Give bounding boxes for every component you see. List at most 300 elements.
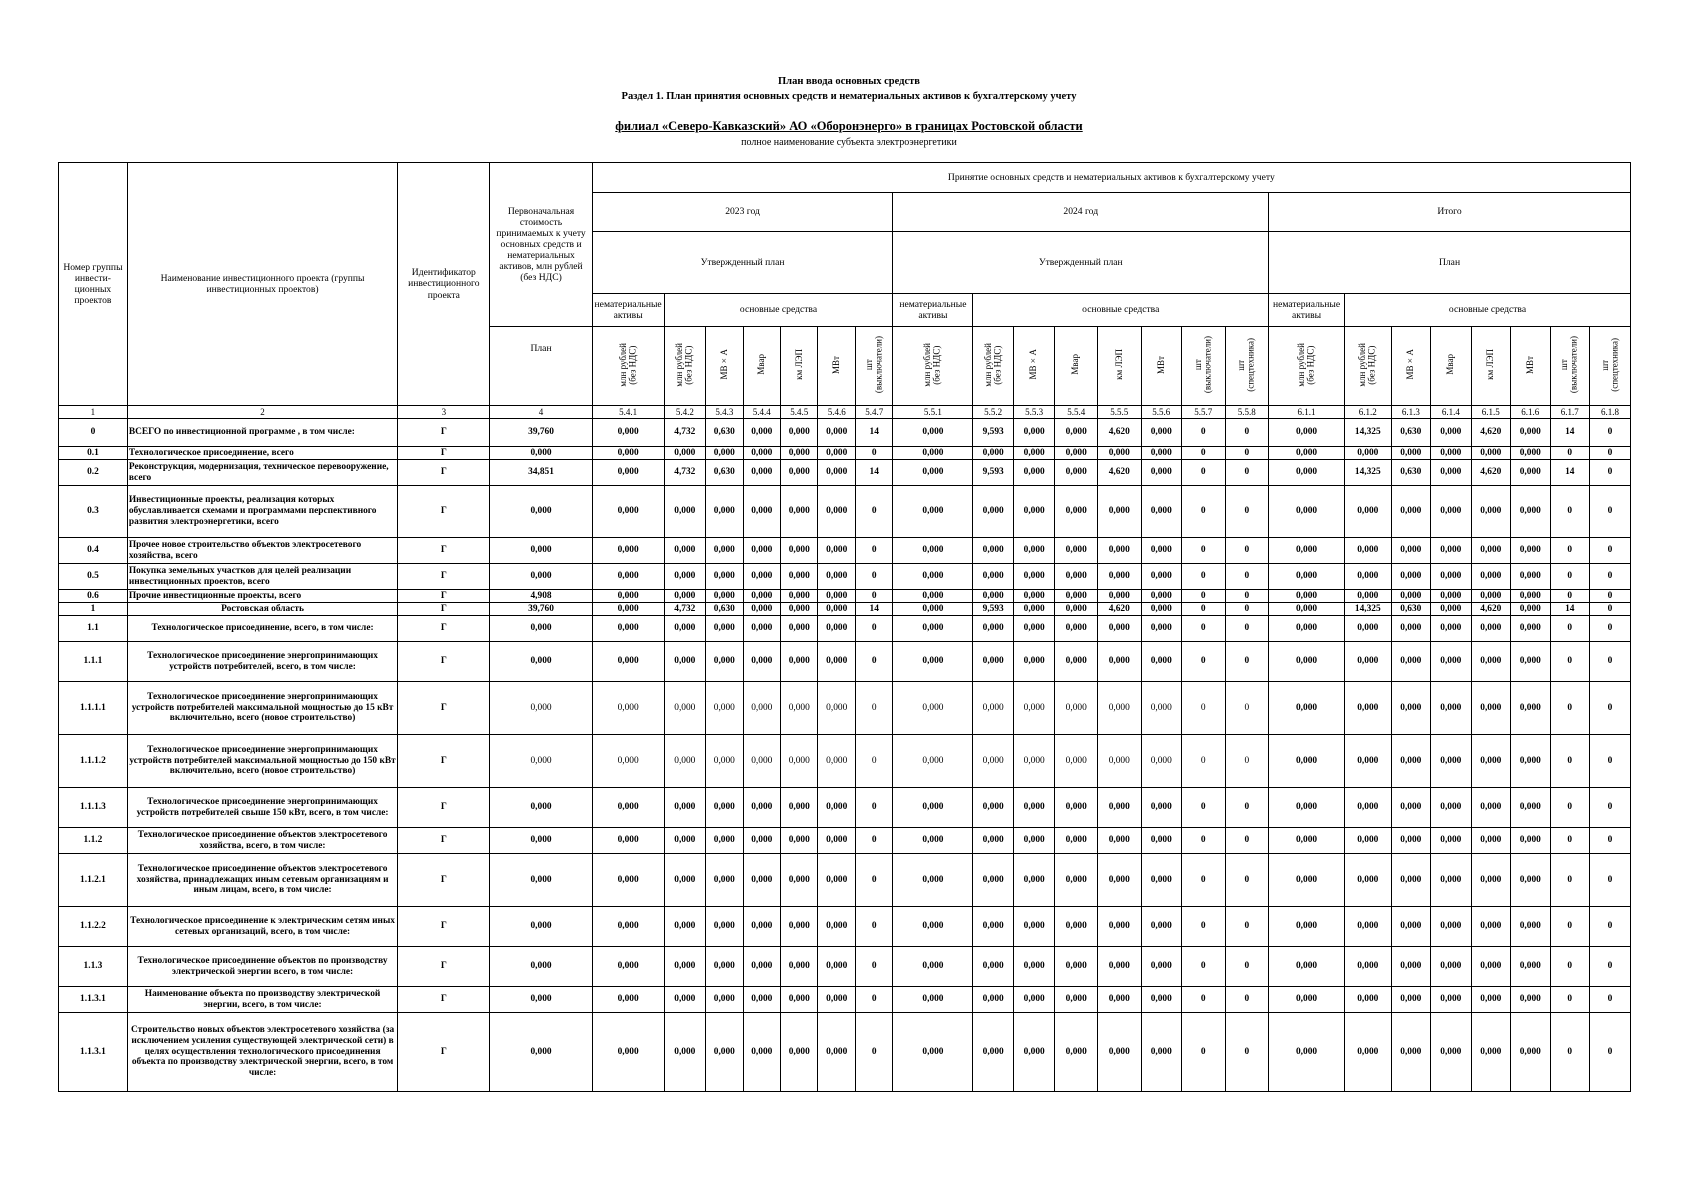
value-cell: 0,000: [1391, 616, 1430, 642]
value-cell: 0,000: [1013, 1013, 1055, 1092]
value-cell: 0,000: [1511, 603, 1550, 616]
value-cell: 0: [1225, 590, 1269, 603]
value-cell: 0,000: [743, 486, 780, 538]
value-cell: 0,000: [1141, 828, 1182, 854]
value-cell: 0,000: [1141, 987, 1182, 1013]
value-cell: 0: [1182, 616, 1226, 642]
value-cell: 0,000: [781, 564, 818, 590]
unit-mw: МВт: [1524, 355, 1535, 374]
value-cell: 0,000: [743, 947, 780, 987]
value-cell: 0,000: [818, 682, 855, 735]
column-number: 5.5.4: [1055, 406, 1098, 419]
project-id-cell: Г: [398, 447, 490, 460]
value-cell: 0,000: [592, 907, 664, 947]
value-cell: 0,000: [818, 907, 855, 947]
value-cell: 0,000: [743, 447, 780, 460]
value-cell: 0,000: [1391, 486, 1430, 538]
value-cell: 0,000: [1097, 642, 1141, 682]
value-cell: 0: [1590, 447, 1631, 460]
value-cell: 0,000: [592, 1013, 664, 1092]
value-cell: 0,000: [743, 987, 780, 1013]
value-cell: 0: [1182, 854, 1226, 907]
column-number: 1: [59, 406, 128, 419]
value-cell: 0,000: [1431, 682, 1472, 735]
value-cell: 0,000: [1471, 987, 1510, 1013]
value-cell: 0,000: [1097, 616, 1141, 642]
value-cell: 0: [1225, 642, 1269, 682]
value-cell: 0,000: [706, 828, 743, 854]
value-cell: 0,000: [1055, 616, 1098, 642]
value-cell: 4,732: [664, 419, 706, 447]
project-name-cell: Технологическое присоединение, всего, в том числе:: [127, 616, 397, 642]
value-cell: 0: [1550, 947, 1589, 987]
value-cell: 0,000: [490, 682, 592, 735]
value-cell: 0,000: [1511, 486, 1550, 538]
value-cell: 0,000: [781, 1013, 818, 1092]
value-cell: 0,000: [1097, 788, 1141, 828]
table-row: [59, 460, 1631, 486]
value-cell: 0,000: [592, 538, 664, 564]
value-cell: 0: [1590, 616, 1631, 642]
value-cell: 0,000: [893, 603, 973, 616]
row-number-cell: 0.2: [59, 460, 128, 486]
value-cell: 0,000: [664, 538, 706, 564]
value-cell: 0,000: [706, 642, 743, 682]
value-cell: 0: [1182, 788, 1226, 828]
unit-mw: МВт: [831, 355, 841, 374]
value-cell: 0,000: [1055, 486, 1098, 538]
value-cell: 0,000: [1141, 947, 1182, 987]
value-cell: 0,000: [1471, 788, 1510, 828]
table-row: [59, 603, 1631, 616]
row-number-cell: 0.3: [59, 486, 128, 538]
value-cell: 0: [855, 616, 892, 642]
value-cell: 0,000: [1511, 642, 1550, 682]
value-cell: 0: [855, 1013, 892, 1092]
value-cell: 0: [1225, 828, 1269, 854]
row-number-cell: 1.1.1: [59, 642, 128, 682]
row-number-cell: 0.5: [59, 564, 128, 590]
value-cell: 0: [1550, 616, 1589, 642]
value-cell: 0,000: [781, 907, 818, 947]
value-cell: 0,000: [893, 419, 973, 447]
value-cell: 14: [1550, 460, 1589, 486]
value-cell: 0: [1590, 486, 1631, 538]
value-cell: 0,000: [592, 735, 664, 788]
value-cell: 0: [855, 907, 892, 947]
unit-pcs-switches: шт (выключатели): [863, 335, 884, 394]
value-cell: 0,000: [1431, 447, 1472, 460]
value-cell: 0: [855, 564, 892, 590]
value-cell: 0,000: [781, 682, 818, 735]
value-cell: 0: [1182, 907, 1226, 947]
table-row: [59, 1013, 1631, 1092]
project-id-cell: Г: [398, 486, 490, 538]
value-cell: 0: [855, 735, 892, 788]
unit-km-lep: км ЛЭП: [1485, 349, 1496, 380]
value-cell: 0,000: [706, 854, 743, 907]
value-cell: 0: [855, 854, 892, 907]
unit-pcs-switches: шт (выключатели): [1559, 335, 1579, 394]
project-name-cell: Технологическое присоединение энергопринимающих устройств потребителей максимальной мощностью до 15 кВт включительно, всего (новое строительство): [127, 682, 397, 735]
value-cell: 0: [1550, 538, 1589, 564]
value-cell: 0,000: [1471, 538, 1510, 564]
project-name-cell: Технологическое присоединение к электрическим сетям иных сетевых организаций, всего, в том числе:: [127, 907, 397, 947]
value-cell: 0: [1590, 947, 1631, 987]
value-cell: 0,000: [1269, 788, 1345, 828]
value-cell: 0: [1225, 460, 1269, 486]
unit-mln-rub: млн рублей (без НДС): [674, 342, 694, 387]
project-name-cell: Реконструкция, модернизация, техническое перевооружение, всего: [127, 460, 397, 486]
column-number: 5.4.3: [706, 406, 743, 419]
value-cell: 0: [1550, 828, 1589, 854]
value-cell: 0: [855, 947, 892, 987]
value-cell: 0,000: [893, 590, 973, 603]
value-cell: 0,000: [1391, 735, 1430, 788]
value-cell: 0,000: [1345, 538, 1392, 564]
value-cell: 0,000: [818, 854, 855, 907]
value-cell: 0,000: [1471, 1013, 1510, 1092]
value-cell: 39,760: [490, 603, 592, 616]
value-cell: 0,000: [706, 564, 743, 590]
value-cell: 0: [1225, 447, 1269, 460]
header-initial-cost: Первоначальная стоимость принимаемых к учету основных средств и нематериальных активов, млн рублей (без НДС): [490, 163, 592, 327]
value-cell: 0,000: [490, 564, 592, 590]
value-cell: 0: [855, 447, 892, 460]
value-cell: 0,000: [1345, 616, 1392, 642]
project-name-cell: ВСЕГО по инвестиционной программе , в том числе:: [127, 419, 397, 447]
value-cell: 0,000: [664, 854, 706, 907]
column-number: 5.5.8: [1225, 406, 1269, 419]
value-cell: 0,000: [973, 447, 1014, 460]
value-cell: 0,000: [1431, 460, 1472, 486]
value-cell: 0,000: [1471, 907, 1510, 947]
value-cell: 0: [1590, 735, 1631, 788]
project-name-cell: Технологическое присоединение объектов электросетевого хозяйства, принадлежащих иным сетевым организациям и иным лицам, всего, в том числе:: [127, 854, 397, 907]
value-cell: 9,593: [973, 460, 1014, 486]
value-cell: 0,000: [1269, 447, 1345, 460]
value-cell: 0: [1590, 642, 1631, 682]
header-intangible-total: нематериальные активы: [1269, 294, 1345, 327]
value-cell: 0: [1182, 590, 1226, 603]
value-cell: 0,000: [1097, 564, 1141, 590]
column-number: 6.1.3: [1391, 406, 1430, 419]
value-cell: 0,000: [1511, 828, 1550, 854]
value-cell: 0,630: [706, 419, 743, 447]
value-cell: 0,000: [1471, 947, 1510, 987]
value-cell: 4,620: [1097, 419, 1141, 447]
value-cell: 39,760: [490, 419, 592, 447]
value-cell: 0,000: [781, 460, 818, 486]
value-cell: 0,000: [1391, 1013, 1430, 1092]
project-name-cell: Строительство новых объектов электросетевого хозяйства (за исключением усиления существующей электрической сети) в целях осуществления технологического присоединения объекта по производству электрической энергии, всего, в том числе:: [127, 1013, 397, 1092]
value-cell: 0,000: [664, 735, 706, 788]
value-cell: 0,000: [1431, 854, 1472, 907]
value-cell: 0,000: [1141, 486, 1182, 538]
value-cell: 0,000: [1055, 854, 1098, 907]
value-cell: 0,000: [1345, 590, 1392, 603]
unit-mva: МВ×А: [1028, 349, 1039, 380]
unit-mva: МВ×А: [718, 349, 729, 380]
project-name-cell: Технологическое присоединение, всего: [127, 447, 397, 460]
value-cell: 0,000: [706, 947, 743, 987]
value-cell: 0,000: [1511, 987, 1550, 1013]
value-cell: 0,000: [1097, 590, 1141, 603]
value-cell: 0,000: [743, 828, 780, 854]
unit-mva: МВ×А: [1405, 349, 1416, 380]
value-cell: 0,000: [1055, 642, 1098, 682]
value-cell: 0: [1225, 486, 1269, 538]
row-number-cell: 1.1.3.1: [59, 1013, 128, 1092]
table-row: [59, 947, 1631, 987]
value-cell: 0,000: [1269, 907, 1345, 947]
unit-mw: МВт: [1155, 355, 1166, 374]
value-cell: 0,000: [1141, 1013, 1182, 1092]
unit-km-lep: км ЛЭП: [1113, 349, 1124, 380]
column-number: 5.4.4: [743, 406, 780, 419]
value-cell: 0,000: [818, 603, 855, 616]
column-number: 5.5.6: [1141, 406, 1182, 419]
value-cell: 0,000: [1471, 735, 1510, 788]
value-cell: 0,000: [1055, 1013, 1098, 1092]
row-number-cell: 1.1.3.1: [59, 987, 128, 1013]
value-cell: 0,000: [1431, 907, 1472, 947]
project-name-cell: Технологическое присоединение объектов по производству электрической энергии всего, в том числе:: [127, 947, 397, 987]
unit-mln-rub: млн рублей (без НДС): [617, 342, 638, 387]
value-cell: 0,000: [1511, 735, 1550, 788]
column-number: 6.1.6: [1511, 406, 1550, 419]
value-cell: 0,000: [1013, 564, 1055, 590]
value-cell: 0,000: [1141, 538, 1182, 564]
value-cell: 0,000: [973, 854, 1014, 907]
value-cell: 0: [1550, 854, 1589, 907]
value-cell: 0,000: [893, 538, 973, 564]
value-cell: 0: [1225, 419, 1269, 447]
value-cell: 0: [1225, 682, 1269, 735]
value-cell: 0,000: [1141, 735, 1182, 788]
value-cell: 0,000: [781, 419, 818, 447]
value-cell: 0,000: [818, 828, 855, 854]
value-cell: 0,000: [1511, 616, 1550, 642]
value-cell: 0,000: [1511, 1013, 1550, 1092]
value-cell: 0,000: [1345, 447, 1392, 460]
value-cell: 0,000: [973, 907, 1014, 947]
value-cell: 0,000: [1055, 447, 1098, 460]
value-cell: 0,000: [1471, 642, 1510, 682]
value-cell: 0,000: [1055, 682, 1098, 735]
value-cell: 0: [1225, 987, 1269, 1013]
value-cell: 0,000: [1269, 419, 1345, 447]
row-number-cell: 1.1.1.3: [59, 788, 128, 828]
column-number-row: [59, 406, 1631, 419]
value-cell: 0: [1590, 987, 1631, 1013]
value-cell: 0,000: [973, 987, 1014, 1013]
column-number: 6.1.5: [1471, 406, 1510, 419]
value-cell: 0,000: [1269, 590, 1345, 603]
value-cell: 0,000: [1013, 590, 1055, 603]
value-cell: 0,000: [893, 1013, 973, 1092]
value-cell: 0,000: [893, 987, 973, 1013]
value-cell: 0,000: [490, 486, 592, 538]
entity-caption: полное наименование субъекта электроэнергетики: [741, 137, 957, 148]
value-cell: 0,000: [1431, 590, 1472, 603]
value-cell: 0: [1550, 907, 1589, 947]
header-intangible-2024: нематериальные активы: [893, 294, 973, 327]
value-cell: 0: [1225, 788, 1269, 828]
unit-mln-rub: млн рублей (без НДС): [982, 342, 1003, 387]
value-cell: 0,000: [743, 682, 780, 735]
column-number: 5.5.7: [1182, 406, 1226, 419]
value-cell: 0,000: [706, 682, 743, 735]
value-cell: 0,000: [1511, 447, 1550, 460]
value-cell: 0,000: [1013, 947, 1055, 987]
value-cell: 0,000: [818, 947, 855, 987]
value-cell: 0,000: [1391, 682, 1430, 735]
value-cell: 0,000: [1097, 538, 1141, 564]
value-cell: 0,000: [1471, 682, 1510, 735]
value-cell: 0,000: [818, 447, 855, 460]
value-cell: 0,000: [490, 828, 592, 854]
value-cell: 0,000: [490, 447, 592, 460]
header-fixed-assets-2023: основные средства: [664, 294, 893, 327]
value-cell: 0,630: [706, 603, 743, 616]
value-cell: 0,000: [1013, 486, 1055, 538]
value-cell: 0,000: [1055, 460, 1098, 486]
value-cell: 0,000: [1097, 947, 1141, 987]
unit-mln-rub: млн рублей (без НДС): [922, 342, 942, 387]
value-cell: 0,000: [592, 447, 664, 460]
value-cell: 0,000: [743, 788, 780, 828]
value-cell: 0: [1225, 616, 1269, 642]
value-cell: 0,000: [1431, 987, 1472, 1013]
value-cell: 0,000: [1097, 854, 1141, 907]
value-cell: 0,000: [1431, 1013, 1472, 1092]
value-cell: 0,000: [706, 1013, 743, 1092]
value-cell: 4,732: [664, 460, 706, 486]
project-name-cell: Технологическое присоединение энергопринимающих устройств потребителей свыше 150 кВт, всего, в том числе:: [127, 788, 397, 828]
value-cell: 0,000: [664, 590, 706, 603]
header-approved-plan-2023: Утвержденный план: [592, 232, 893, 294]
column-number: 6.1.2: [1345, 406, 1392, 419]
value-cell: 0: [1225, 538, 1269, 564]
value-cell: 0,000: [1345, 947, 1392, 987]
row-number-cell: 1.1.2.2: [59, 907, 128, 947]
unit-mvar: Мвар: [756, 354, 767, 375]
value-cell: 0,000: [818, 735, 855, 788]
value-cell: 0,000: [1141, 419, 1182, 447]
value-cell: 0,000: [818, 616, 855, 642]
value-cell: 0: [855, 590, 892, 603]
column-number: 5.5.3: [1013, 406, 1055, 419]
header-plan: План: [490, 327, 592, 406]
row-number-cell: 0.6: [59, 590, 128, 603]
value-cell: 0,000: [743, 735, 780, 788]
value-cell: 0,000: [1269, 735, 1345, 788]
value-cell: 0,000: [1391, 447, 1430, 460]
value-cell: 0: [855, 828, 892, 854]
value-cell: 0,000: [1269, 616, 1345, 642]
value-cell: 0: [1590, 682, 1631, 735]
value-cell: 0,000: [1345, 1013, 1392, 1092]
value-cell: 0,630: [1391, 603, 1430, 616]
value-cell: 0: [1590, 788, 1631, 828]
value-cell: 0,000: [664, 642, 706, 682]
value-cell: 0: [1182, 735, 1226, 788]
value-cell: 0,000: [1269, 642, 1345, 682]
value-cell: 0,000: [1013, 907, 1055, 947]
value-cell: 0: [1590, 1013, 1631, 1092]
value-cell: 0,000: [1097, 1013, 1141, 1092]
value-cell: 0: [1182, 538, 1226, 564]
value-cell: 0,000: [1055, 788, 1098, 828]
value-cell: 0,000: [664, 616, 706, 642]
value-cell: 0,000: [1097, 828, 1141, 854]
value-cell: 0: [1225, 854, 1269, 907]
project-id-cell: Г: [398, 603, 490, 616]
value-cell: 0,000: [706, 447, 743, 460]
value-cell: 0,630: [1391, 419, 1430, 447]
value-cell: 0,000: [1269, 682, 1345, 735]
value-cell: 0,000: [1471, 616, 1510, 642]
project-id-cell: Г: [398, 907, 490, 947]
project-id-cell: Г: [398, 854, 490, 907]
value-cell: 0,000: [1097, 987, 1141, 1013]
value-cell: 0,000: [592, 947, 664, 987]
table-row: [59, 682, 1631, 735]
value-cell: 0: [855, 788, 892, 828]
value-cell: 0,000: [1345, 854, 1392, 907]
value-cell: 0,000: [664, 987, 706, 1013]
value-cell: 0,000: [664, 1013, 706, 1092]
project-id-cell: Г: [398, 590, 490, 603]
value-cell: 0,000: [592, 854, 664, 907]
value-cell: 0,000: [818, 564, 855, 590]
value-cell: 0,000: [818, 538, 855, 564]
value-cell: 0: [1550, 447, 1589, 460]
value-cell: 0: [1590, 419, 1631, 447]
value-cell: 0,000: [893, 682, 973, 735]
column-number: 4: [490, 406, 592, 419]
value-cell: 0: [1550, 1013, 1589, 1092]
value-cell: 4,620: [1097, 603, 1141, 616]
value-cell: 0,000: [743, 642, 780, 682]
value-cell: 0,000: [781, 735, 818, 788]
value-cell: 0,000: [1471, 828, 1510, 854]
value-cell: 0,000: [1511, 564, 1550, 590]
value-cell: 0,000: [893, 788, 973, 828]
value-cell: 0,000: [1345, 788, 1392, 828]
value-cell: 0,000: [1055, 590, 1098, 603]
header-total: Итого: [1269, 193, 1631, 232]
value-cell: 0,000: [1511, 947, 1550, 987]
unit-mvar: Мвар: [1445, 354, 1456, 375]
header-acceptance: Принятие основных средств и нематериальных активов к бухгалтерскому учету: [592, 163, 1630, 193]
unit-pcs-special-equipment: шт (спецтехника): [1599, 337, 1619, 392]
value-cell: 0: [855, 682, 892, 735]
value-cell: 0,000: [1471, 854, 1510, 907]
project-id-cell: Г: [398, 616, 490, 642]
value-cell: 0: [1590, 907, 1631, 947]
value-cell: 0,000: [1055, 538, 1098, 564]
table-row: [59, 642, 1631, 682]
unit-pcs-switches: шт (выключатели): [1192, 335, 1213, 394]
project-name-cell: Технологическое присоединение энергопринимающих устройств потребителей максимальной мощностью до 150 кВт включительно, всего (новое строительство): [127, 735, 397, 788]
value-cell: 0,000: [1097, 486, 1141, 538]
value-cell: 0,000: [1431, 735, 1472, 788]
value-cell: 0,000: [1097, 907, 1141, 947]
value-cell: 0,000: [664, 947, 706, 987]
value-cell: 0,000: [781, 590, 818, 603]
